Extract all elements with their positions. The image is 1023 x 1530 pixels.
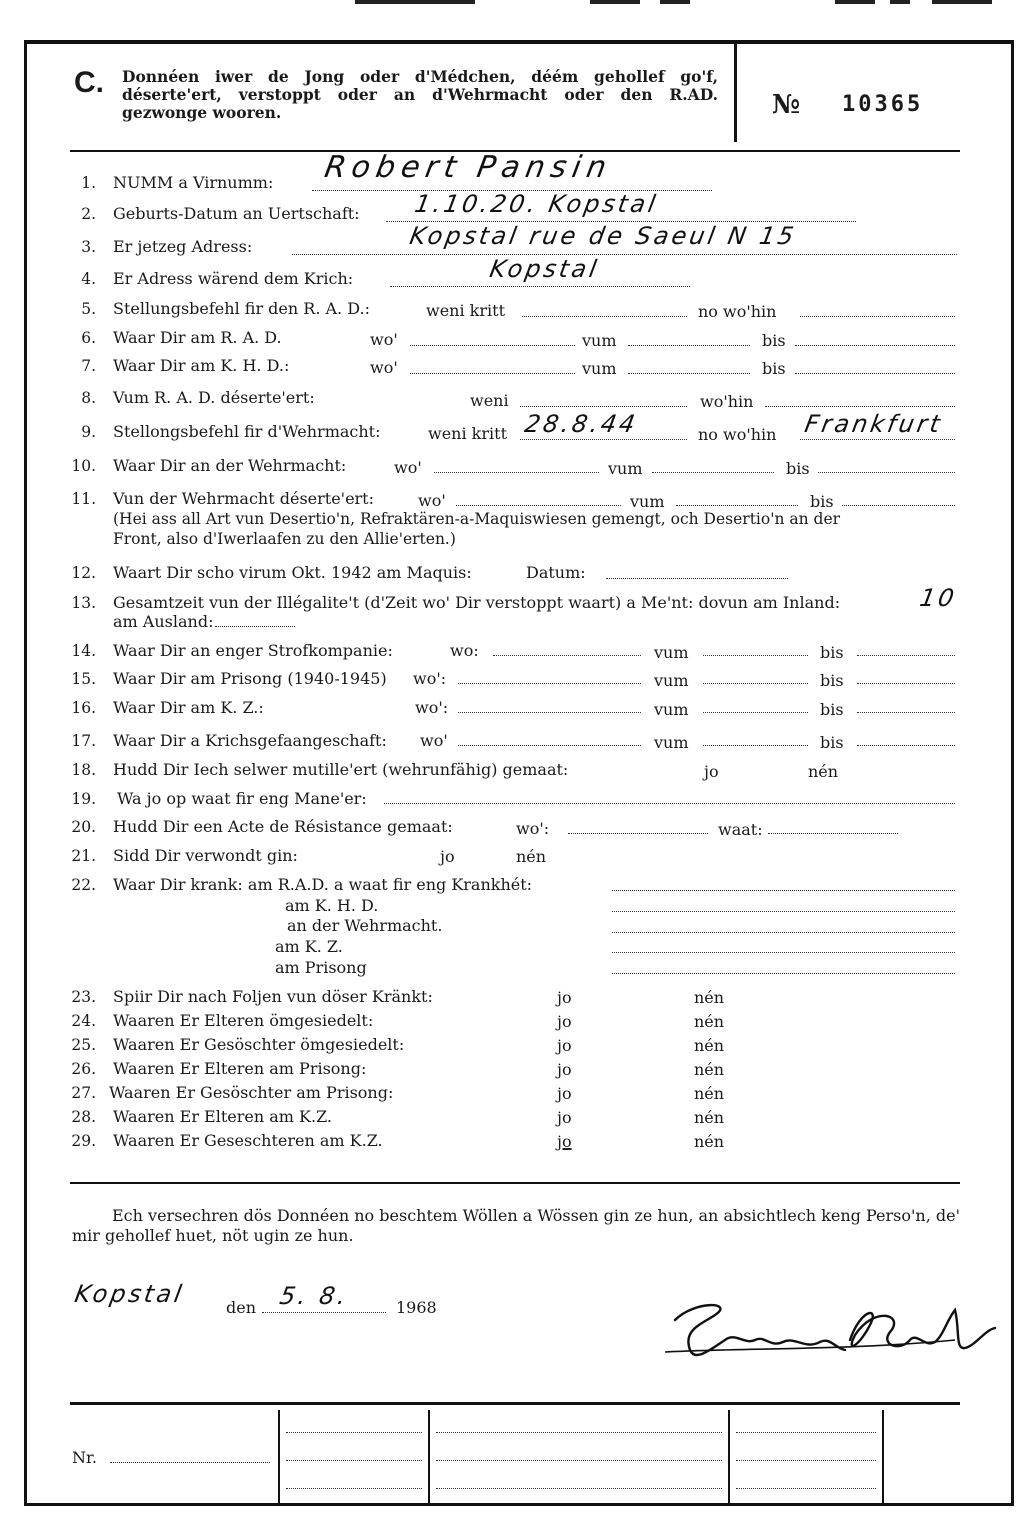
fill-line (434, 472, 599, 473)
option-yes: jo (557, 988, 572, 1007)
field-label: Waart Dir scho virum Okt. 1942 am Maquis: (113, 563, 472, 582)
field-label: Sidd Dir verwondt gin: (113, 846, 298, 865)
option-no: nén (694, 988, 725, 1007)
fill-line (436, 1432, 722, 1433)
fill-line (765, 406, 955, 407)
fill-line (736, 1488, 876, 1489)
option-yes: jo (440, 847, 455, 866)
date-den-label: den (226, 1298, 257, 1317)
fill-line (703, 745, 808, 746)
handwritten-address: Kopstal rue de Saeul N 15 (407, 222, 799, 250)
option-yes-marked: jo (557, 1132, 572, 1151)
field-sublabel: Datum: (526, 563, 586, 582)
item-number: 5. (81, 300, 96, 318)
item-number: 23. (71, 988, 96, 1006)
fill-line (795, 345, 955, 346)
option-no: nén (694, 1012, 725, 1031)
field-sublabel: wo: (450, 641, 479, 660)
handwritten-wehrmacht-date: 28.8.44 (522, 410, 641, 438)
fill-line (612, 952, 955, 953)
field-label: Waaren Er Geseschteren am K.Z. (113, 1131, 383, 1150)
field-sublabel: vum (654, 643, 689, 662)
item-number: 2. (81, 205, 96, 223)
fill-line (652, 472, 774, 473)
fill-line (286, 1432, 422, 1433)
field-label: Waaren Er Elteren am K.Z. (113, 1107, 333, 1126)
handwritten-date: 5. 8. (277, 1282, 351, 1310)
option-no: nén (694, 1108, 725, 1127)
item-number: 11. (71, 490, 96, 508)
item-number: 20. (71, 818, 96, 836)
item-number: 18. (71, 761, 96, 779)
field-sublabel: vum (654, 671, 689, 690)
field-sublabel: wo' (418, 491, 446, 510)
field-label: Er Adress wärend dem Krich: (113, 269, 354, 288)
fill-line (628, 345, 750, 346)
fill-line (458, 712, 641, 713)
item-number: 26. (71, 1060, 96, 1078)
item-number: 7. (81, 357, 96, 375)
fill-line (410, 373, 575, 374)
fill-line (736, 1460, 876, 1461)
item-number: 10. (71, 457, 96, 475)
fill-line (436, 1460, 722, 1461)
field-sublabel: vum (654, 733, 689, 752)
fill-line (390, 286, 690, 287)
item-number: 25. (71, 1036, 96, 1054)
field-sublabel: wo': (415, 698, 449, 717)
fill-line (842, 505, 955, 506)
item-number: 13. (71, 594, 96, 612)
section-title: Donnéen iwer de Jong oder d'Médchen, déém gehollef go'f, déserte'ert, verstoppt oder an d'Wehrmacht oder den R.AD. gezwonge wooren. (122, 67, 718, 122)
footer-cell-divider (882, 1410, 884, 1504)
top-edge-mark (932, 0, 992, 4)
field-sublabel: bis (820, 700, 844, 719)
field-sublabel: bis (820, 733, 844, 752)
item-number: 12. (71, 564, 96, 582)
item-number: 15. (71, 670, 96, 688)
field-label: Hudd Dir een Acte de Résistance gemaat: (113, 817, 453, 836)
signature-image (655, 1290, 1000, 1370)
field-sublabel: no wo'hin (698, 302, 777, 321)
item-number: 16. (71, 699, 96, 717)
field-sublabel: wo'hin (700, 392, 754, 411)
field-label: Waaren Er Gesöschter ömgesiedelt: (113, 1035, 405, 1054)
option-no: nén (694, 1036, 725, 1055)
option-yes: jo (557, 1036, 572, 1055)
item-number: 9. (81, 423, 96, 441)
declaration-text: Ech versechren dös Donnéen no beschtem Wöllen a Wössen gin ze hun, an absichtlech keng Perso'n, de' mir gehollef huet, nöt ugin ze hun. (72, 1206, 960, 1245)
field-label: Waar Dir am R. A. D. (113, 328, 282, 347)
footer-cell-divider (278, 1410, 280, 1504)
field-sublabel: weni kritt (428, 424, 507, 443)
fill-line (703, 683, 808, 684)
top-edge-mark (660, 0, 690, 4)
handwritten-war-address: Kopstal (487, 255, 602, 283)
fill-line (612, 890, 955, 891)
option-no: nén (694, 1132, 725, 1151)
form-number: 10365 (842, 92, 924, 117)
item-number: 24. (71, 1012, 96, 1030)
number-label: № (772, 90, 801, 120)
field-sublabel: wo': (516, 819, 550, 838)
fill-line (736, 1432, 876, 1433)
item-number: 27. (71, 1084, 96, 1102)
field-sublabel: wo' (394, 458, 422, 477)
field-note: (Hei ass all Art vun Desertio'n, Refraktären-a-Maquiswiesen gemengt, och Desertio'n an der (113, 510, 841, 528)
option-yes: jo (557, 1084, 572, 1103)
handwritten-inland: 10 (917, 584, 960, 612)
option-no: nén (516, 847, 547, 866)
option-no: nén (808, 762, 839, 781)
field-sublabel: wo': (413, 669, 447, 688)
signature-underline (665, 1340, 955, 1352)
field-label: Hudd Dir Iech selwer mutille'ert (wehrunfähig) gemaat: (113, 760, 569, 779)
fill-line (612, 932, 955, 933)
fill-line (857, 655, 955, 656)
field-sublabel: weni (470, 391, 509, 410)
handwritten-wehrmacht-place: Frankfurt (802, 410, 945, 438)
field-label: Gesamtzeit vun der Illégalite't (d'Zeit wo' Dir verstoppt waart) a Me'nt: dovun am Inland: (113, 593, 841, 612)
section-letter: C. (74, 66, 104, 99)
handwritten-birth: 1.10.20. Kopstal (412, 190, 661, 218)
item-number: 29. (71, 1132, 96, 1150)
field-sublabel: wo' (420, 731, 448, 750)
handwritten-place: Kopstal (72, 1280, 187, 1308)
field-sublabel: bis (820, 643, 844, 662)
field-sublabel: bis (762, 359, 786, 378)
fill-line (612, 911, 955, 912)
fill-line (703, 655, 808, 656)
header-divider (734, 44, 737, 142)
fill-line (800, 316, 955, 317)
field-label: Waar Dir krank: am R.A.D. a waat fir eng Krankhét: (113, 875, 533, 894)
fill-line (110, 1462, 270, 1463)
fill-line (612, 973, 955, 974)
field-sublabel: waat: (718, 820, 763, 839)
option-yes: jo (704, 762, 719, 781)
field-label: am Ausland: (113, 612, 214, 631)
nr-label: Nr. (72, 1448, 97, 1467)
top-edge-mark (890, 0, 910, 4)
fill-line (384, 803, 955, 804)
option-yes: jo (557, 1012, 572, 1031)
field-label: Waar Dir an enger Strofkompanie: (113, 641, 393, 660)
fill-line (703, 712, 808, 713)
item-number: 21. (71, 847, 96, 865)
field-label: Geburts-Datum an Uertschaft: (113, 204, 360, 223)
top-edge-mark (355, 0, 475, 4)
field-sublabel: an der Wehrmacht. (287, 916, 443, 935)
field-sublabel: am K. H. D. (285, 896, 379, 915)
item-number: 3. (81, 238, 96, 256)
fill-line (215, 626, 295, 627)
field-label: Wa jo op waat fir eng Mane'er: (117, 789, 367, 808)
item-number: 8. (81, 389, 96, 407)
fill-line (286, 1488, 422, 1489)
field-sublabel: vum (608, 459, 643, 478)
field-sublabel: wo' (370, 330, 398, 349)
field-label: Vum R. A. D. déserte'ert: (113, 388, 315, 407)
footer-cell-divider (728, 1410, 730, 1504)
top-edge-mark (590, 0, 640, 4)
fill-line (857, 745, 955, 746)
fill-line (493, 655, 641, 656)
field-label: Waaren Er Gesöschter am Prisong: (109, 1083, 394, 1102)
section-rule (70, 1182, 960, 1184)
item-number: 19. (71, 790, 96, 808)
field-label: Stellungsbefehl fir den R. A. D.: (113, 299, 370, 318)
fill-line (857, 712, 955, 713)
fill-line (520, 439, 687, 440)
fill-line (458, 683, 641, 684)
fill-line (292, 254, 957, 255)
field-label: NUMM a Virnumm: (113, 173, 274, 192)
field-label: Waaren Er Elteren am Prisong: (113, 1059, 367, 1078)
fill-line (436, 1488, 722, 1489)
fill-line (628, 373, 750, 374)
item-number: 4. (81, 270, 96, 288)
field-label: Waar Dir am K. Z.: (113, 698, 264, 717)
field-label: Waar Dir an der Wehrmacht: (113, 456, 347, 475)
fill-line (768, 833, 898, 834)
fill-line (520, 406, 687, 407)
option-yes: jo (557, 1060, 572, 1079)
fill-line (568, 833, 708, 834)
field-sublabel: vum (582, 359, 617, 378)
field-sublabel: weni kritt (426, 301, 505, 320)
fill-line (522, 316, 687, 317)
date-year: 1968 (396, 1298, 437, 1317)
field-sublabel: bis (762, 331, 786, 350)
fill-line (456, 505, 621, 506)
item-number: 17. (71, 732, 96, 750)
item-number: 14. (71, 642, 96, 660)
fill-line (410, 345, 575, 346)
field-sublabel: bis (786, 459, 810, 478)
fill-line (262, 1312, 386, 1313)
field-sublabel: am Prisong (275, 958, 367, 977)
field-sublabel: am K. Z. (275, 937, 343, 956)
field-note: Front, also d'Iwerlaafen zu den Allie'erten.) (113, 530, 456, 548)
field-sublabel: no wo'hin (698, 425, 777, 444)
item-number: 28. (71, 1108, 96, 1126)
option-no: nén (694, 1060, 725, 1079)
item-number: 22. (71, 876, 96, 894)
fill-line (857, 683, 955, 684)
field-sublabel: vum (582, 331, 617, 350)
fill-line (795, 373, 955, 374)
item-number: 6. (81, 329, 96, 347)
option-no: nén (694, 1084, 725, 1103)
option-yes: jo (557, 1108, 572, 1127)
fill-line (800, 439, 955, 440)
field-label: Waaren Er Elteren ömgesiedelt: (113, 1011, 374, 1030)
field-label: Stellongsbefehl fir d'Wehrmacht: (113, 422, 381, 441)
field-sublabel: wo' (370, 358, 398, 377)
field-label: Er jetzeg Adress: (113, 237, 253, 256)
handwritten-name: Robert Pansin (321, 150, 615, 185)
top-edge-mark (835, 0, 875, 4)
field-label: Vun der Wehrmacht déserte'ert: (113, 489, 374, 508)
field-label: Waar Dir am K. H. D.: (113, 356, 290, 375)
field-label: Waar Dir a Krichsgefaangeschaft: (113, 731, 387, 750)
field-label: Spiir Dir nach Foljen vun döser Kränkt: (113, 987, 433, 1006)
field-sublabel: vum (630, 492, 665, 511)
item-number: 1. (81, 174, 96, 192)
footer-cell-divider (428, 1410, 430, 1504)
fill-line (458, 745, 641, 746)
fill-line (606, 578, 788, 579)
field-sublabel: bis (810, 492, 834, 511)
fill-line (676, 505, 798, 506)
field-label: Waar Dir am Prisong (1940-1945) (113, 669, 387, 688)
field-sublabel: vum (654, 700, 689, 719)
fill-line (818, 472, 955, 473)
footer-rule-top (70, 1402, 960, 1405)
field-sublabel: bis (820, 671, 844, 690)
fill-line (286, 1460, 422, 1461)
